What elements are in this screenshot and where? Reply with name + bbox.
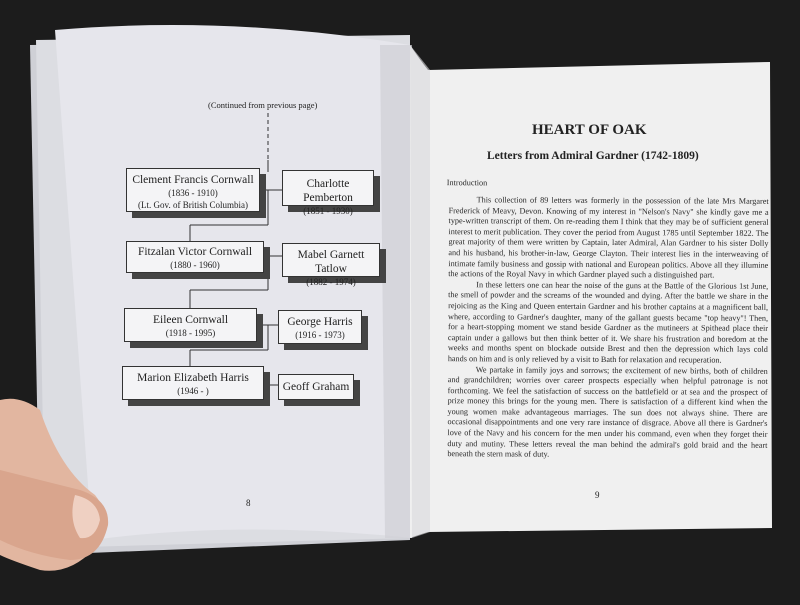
paragraph-2: In these letters one can hear the noise of the guns at the Battle of the Glorious 1st June, the smell of powder and the screams of the wounded and dying. After the battle we share in the rejoicing as the King and Queen entertain Gardner and his brother captains at a magnificent ball, where, according to Gardner's daughter, many of the gallant guests became "top heavy"! Then, for a heart-stopping moment we stand beside Gardner as the mutineers at Spithead place their captain under a gallows but then think better of it. We share his frustration and boredom at the weeks and months spent on blockade outside Brest and then the depression which lays cold hands on him and is only relieved by a visit to Bath for relaxation and recuperation.: [447, 280, 769, 365]
person-name: Fitzalan Victor Cornwall: [137, 246, 253, 258]
spouse-name: Charlotte Pemberton: [303, 178, 353, 204]
tree-box-marion: [122, 366, 264, 400]
person-note: (Lt. Gov. of British Columbia): [138, 200, 248, 210]
tree-box-fitzalan: [126, 241, 264, 273]
spouse-dates: (1851 - 1930): [303, 206, 353, 216]
person-dates: (1946 - ): [177, 386, 209, 396]
tree-box-mabel: [282, 243, 380, 287]
tree-box-eileen: [124, 308, 257, 342]
tree-box-george: [278, 310, 362, 344]
tree-box-charlotte: [282, 170, 374, 216]
continued-note: (Continued from previous page): [208, 100, 318, 110]
person-name: Marion Elizabeth Harris: [137, 372, 249, 384]
right-page-number: 9: [595, 490, 600, 500]
tree-box-clement: [126, 168, 260, 212]
book-title: HEART OF OAK: [532, 122, 647, 138]
spouse-name: George Harris: [287, 316, 353, 328]
person-dates: (1918 - 1995): [165, 328, 216, 338]
person-dates: (1880 - 1960): [170, 260, 220, 270]
left-page-number: 8: [246, 498, 251, 508]
spouse-dates: (1916 - 1973): [295, 330, 345, 340]
tree-box-geoff: [278, 374, 354, 400]
spouse-dates: (1882 - 1974): [306, 277, 356, 287]
paragraph-1: This collection of 89 letters was formerly in the possession of the late Mrs Margaret Frederick of Meavy, Devon. Knowing of my interest in "Nelson's Navy" she kindly gave me a type-written transcript of them. On re-reading them I think that they may be of sufficient general interest to merit publication. They cover the period from August 1785 until September 1822. The great majority of them were written by Captain, later Admiral, Alan Gardner to his sister Dolly and his husband, his brother-in-law, George Clayton. Their interest lies in the interweaving of intimate family business and gossip with national and European politics. Above all they illumine the actions of the Royal Navy in which Gardner played such a distinguished part.: [448, 195, 769, 280]
book-subtitle: Letters from Admiral Gardner (1742-1809): [487, 150, 699, 162]
body-text: [446, 178, 769, 462]
person-dates: (1836 - 1910): [168, 188, 218, 198]
section-heading: Introduction: [446, 178, 488, 188]
spouse-name: Mabel Garnett Tatlow: [297, 249, 365, 275]
person-name: Clement Francis Cornwall: [132, 174, 254, 186]
paragraph-3: We partake in family joys and sorrows; the excitement of new births, both of children and grandchildren; worries over career prospects especially when helpful patronage is not forthcoming. We feel the satisfaction of success on the battlefield or at sea and the prospect of prize money this brings for the young men. There is satisfaction of a different kind when the young women make advantageous marriages. The sun does not always shine. There are occasional disappointments and one very rare instance of disgrace. Above all there is Gardner's love of the Navy and his concern for the men under his command, even when they forget their duty and mutiny. These letters reveal the man behind the admiral's gold braid and the heart beneath the stern mask of duty.: [447, 364, 768, 459]
person-name: Eileen Cornwall: [152, 314, 229, 326]
spouse-name: Geoff Graham: [282, 381, 350, 393]
